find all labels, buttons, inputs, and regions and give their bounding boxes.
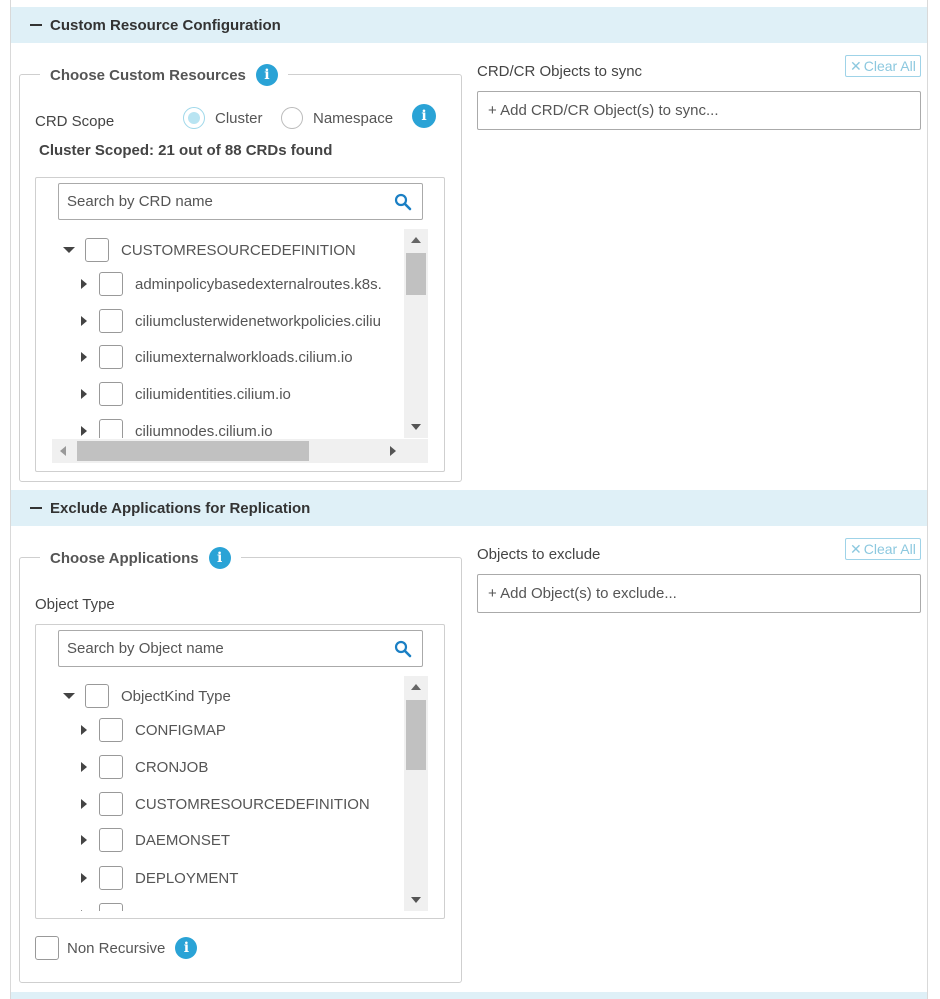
caret-down-icon[interactable] (63, 247, 75, 253)
non-recursive-label: Non Recursive (67, 939, 166, 957)
tree-item[interactable] (81, 866, 238, 890)
vertical-scrollbar[interactable] (404, 676, 428, 911)
info-icon[interactable]: i (209, 547, 231, 569)
checkbox[interactable] (85, 238, 109, 262)
checkbox[interactable] (99, 792, 123, 816)
scope-summary: Cluster Scoped: 21 out of 88 CRDs found (39, 142, 333, 159)
section-title: Exclude Applications for Replication (50, 499, 311, 517)
checkbox[interactable] (99, 272, 123, 296)
checkbox[interactable] (99, 866, 123, 890)
crd-tree-viewport (36, 228, 404, 438)
caret-right-icon[interactable] (81, 426, 87, 436)
add-placeholder: + Add Object(s) to exclude... (488, 585, 677, 602)
search-input[interactable] (58, 630, 423, 667)
checkbox[interactable] (99, 828, 123, 852)
object-type-label: Object Type (35, 596, 115, 613)
caret-down-icon[interactable] (63, 693, 75, 699)
radio-label: Cluster (215, 109, 263, 127)
tree-item-label: adminpolicybasedexternalroutes.k8s. (135, 275, 382, 293)
add-placeholder: + Add CRD/CR Object(s) to sync... (488, 102, 719, 119)
radio-circle[interactable] (183, 107, 205, 129)
exclude-label: Objects to exclude (477, 546, 601, 563)
checkbox[interactable] (99, 345, 123, 369)
close-icon: ✕ (850, 540, 862, 557)
caret-right-icon[interactable] (81, 873, 87, 883)
checkbox[interactable] (99, 903, 123, 911)
fieldset-legend (40, 62, 288, 88)
tree-root-label: CUSTOMRESOURCEDEFINITION (121, 241, 356, 259)
caret-right-icon[interactable] (81, 910, 87, 911)
info-icon[interactable]: i (412, 104, 436, 128)
checkbox[interactable] (99, 755, 123, 779)
tree-item[interactable] (81, 755, 208, 779)
info-icon[interactable]: i (256, 64, 278, 86)
non-recursive-checkbox[interactable] (35, 936, 197, 960)
horizontal-scrollbar[interactable] (52, 439, 404, 463)
radio-circle[interactable] (281, 107, 303, 129)
clear-all-button[interactable] (845, 55, 921, 77)
search-icon[interactable] (394, 640, 412, 658)
scroll-thumb[interactable] (406, 700, 426, 770)
panel-border-right (927, 0, 928, 999)
section-title: Custom Resource Configuration (50, 16, 281, 34)
scroll-left-icon[interactable] (60, 446, 66, 456)
add-crd-object-input[interactable] (477, 91, 921, 130)
checkbox[interactable] (99, 419, 123, 438)
info-icon[interactable]: i (175, 937, 197, 959)
radio-namespace[interactable] (281, 107, 393, 129)
tree-item-label: ciliumidentities.cilium.io (135, 385, 291, 403)
scroll-up-icon[interactable] (411, 237, 421, 243)
search-input[interactable] (58, 183, 423, 220)
scroll-corner (404, 439, 428, 463)
tree-item-label: DAEMONSET (135, 831, 231, 849)
tree-item[interactable] (81, 309, 381, 333)
tree-root-label: ObjectKind Type (121, 687, 231, 705)
scroll-down-icon[interactable] (411, 424, 421, 430)
tree-item-label: ciliumexternalworkloads.cilium.io (135, 348, 353, 366)
checkbox[interactable] (35, 936, 59, 960)
clear-all-button[interactable] (845, 538, 921, 560)
tree-item-partial[interactable] (81, 903, 135, 911)
caret-right-icon[interactable] (81, 799, 87, 809)
caret-right-icon[interactable] (81, 762, 87, 772)
search-placeholder: Search by CRD name (67, 193, 213, 210)
crd-scope-label: CRD Scope (35, 113, 115, 130)
tree-item[interactable] (81, 792, 370, 816)
tree-item[interactable] (81, 272, 382, 296)
radio-cluster[interactable] (183, 107, 263, 129)
caret-right-icon[interactable] (81, 725, 87, 735)
search-icon[interactable] (394, 193, 412, 211)
search-placeholder: Search by Object name (67, 640, 224, 657)
tree-item-label: CRONJOB (135, 758, 209, 776)
section-header-next (11, 992, 927, 999)
checkbox[interactable] (85, 684, 109, 708)
tree-item-label: ciliumclusterwidenetworkpolicies.ciliu (135, 312, 381, 330)
vertical-scrollbar[interactable] (404, 229, 428, 438)
minus-icon[interactable] (30, 24, 42, 26)
caret-right-icon[interactable] (81, 352, 87, 362)
tree-item[interactable] (81, 345, 353, 369)
tree-item[interactable] (81, 382, 291, 406)
tree-item[interactable] (81, 419, 273, 438)
radio-label: Namespace (313, 109, 394, 127)
scroll-right-icon[interactable] (390, 446, 396, 456)
scroll-down-icon[interactable] (411, 897, 421, 903)
add-exclude-object-input[interactable] (477, 574, 921, 613)
tree-item[interactable] (81, 718, 226, 742)
section-header-custom-resources[interactable] (11, 7, 927, 43)
legend-label: Choose Applications (50, 549, 199, 567)
fieldset-legend (40, 545, 241, 571)
tree-item[interactable] (81, 828, 230, 852)
scroll-thumb[interactable] (77, 441, 309, 461)
tree-item-label: CUSTOMRESOURCEDEFINITION (135, 795, 370, 813)
tree-item-label: CONFIGMAP (135, 721, 226, 739)
minus-icon[interactable] (30, 507, 42, 509)
tree-item-label: ciliumnodes.cilium.io (135, 422, 273, 438)
checkbox[interactable] (99, 382, 123, 406)
clear-all-label: Clear All (863, 58, 916, 74)
close-icon: ✕ (850, 57, 862, 74)
caret-right-icon[interactable] (81, 279, 87, 289)
sync-label: CRD/CR Objects to sync (477, 63, 643, 80)
tree-item-label: DEPLOYMENT (135, 869, 239, 887)
checkbox[interactable] (99, 718, 123, 742)
caret-right-icon[interactable] (81, 389, 87, 399)
scroll-up-icon[interactable] (411, 684, 421, 690)
object-tree-viewport (36, 675, 404, 911)
tree-root-row[interactable] (63, 684, 231, 708)
clear-all-label: Clear All (863, 541, 916, 557)
legend-label: Choose Custom Resources (50, 66, 246, 84)
tree-root-row[interactable] (63, 238, 356, 262)
checkbox[interactable] (99, 309, 123, 333)
caret-right-icon[interactable] (81, 835, 87, 845)
scroll-thumb[interactable] (406, 253, 426, 295)
section-header-exclude-apps[interactable] (11, 490, 927, 526)
caret-right-icon[interactable] (81, 316, 87, 326)
